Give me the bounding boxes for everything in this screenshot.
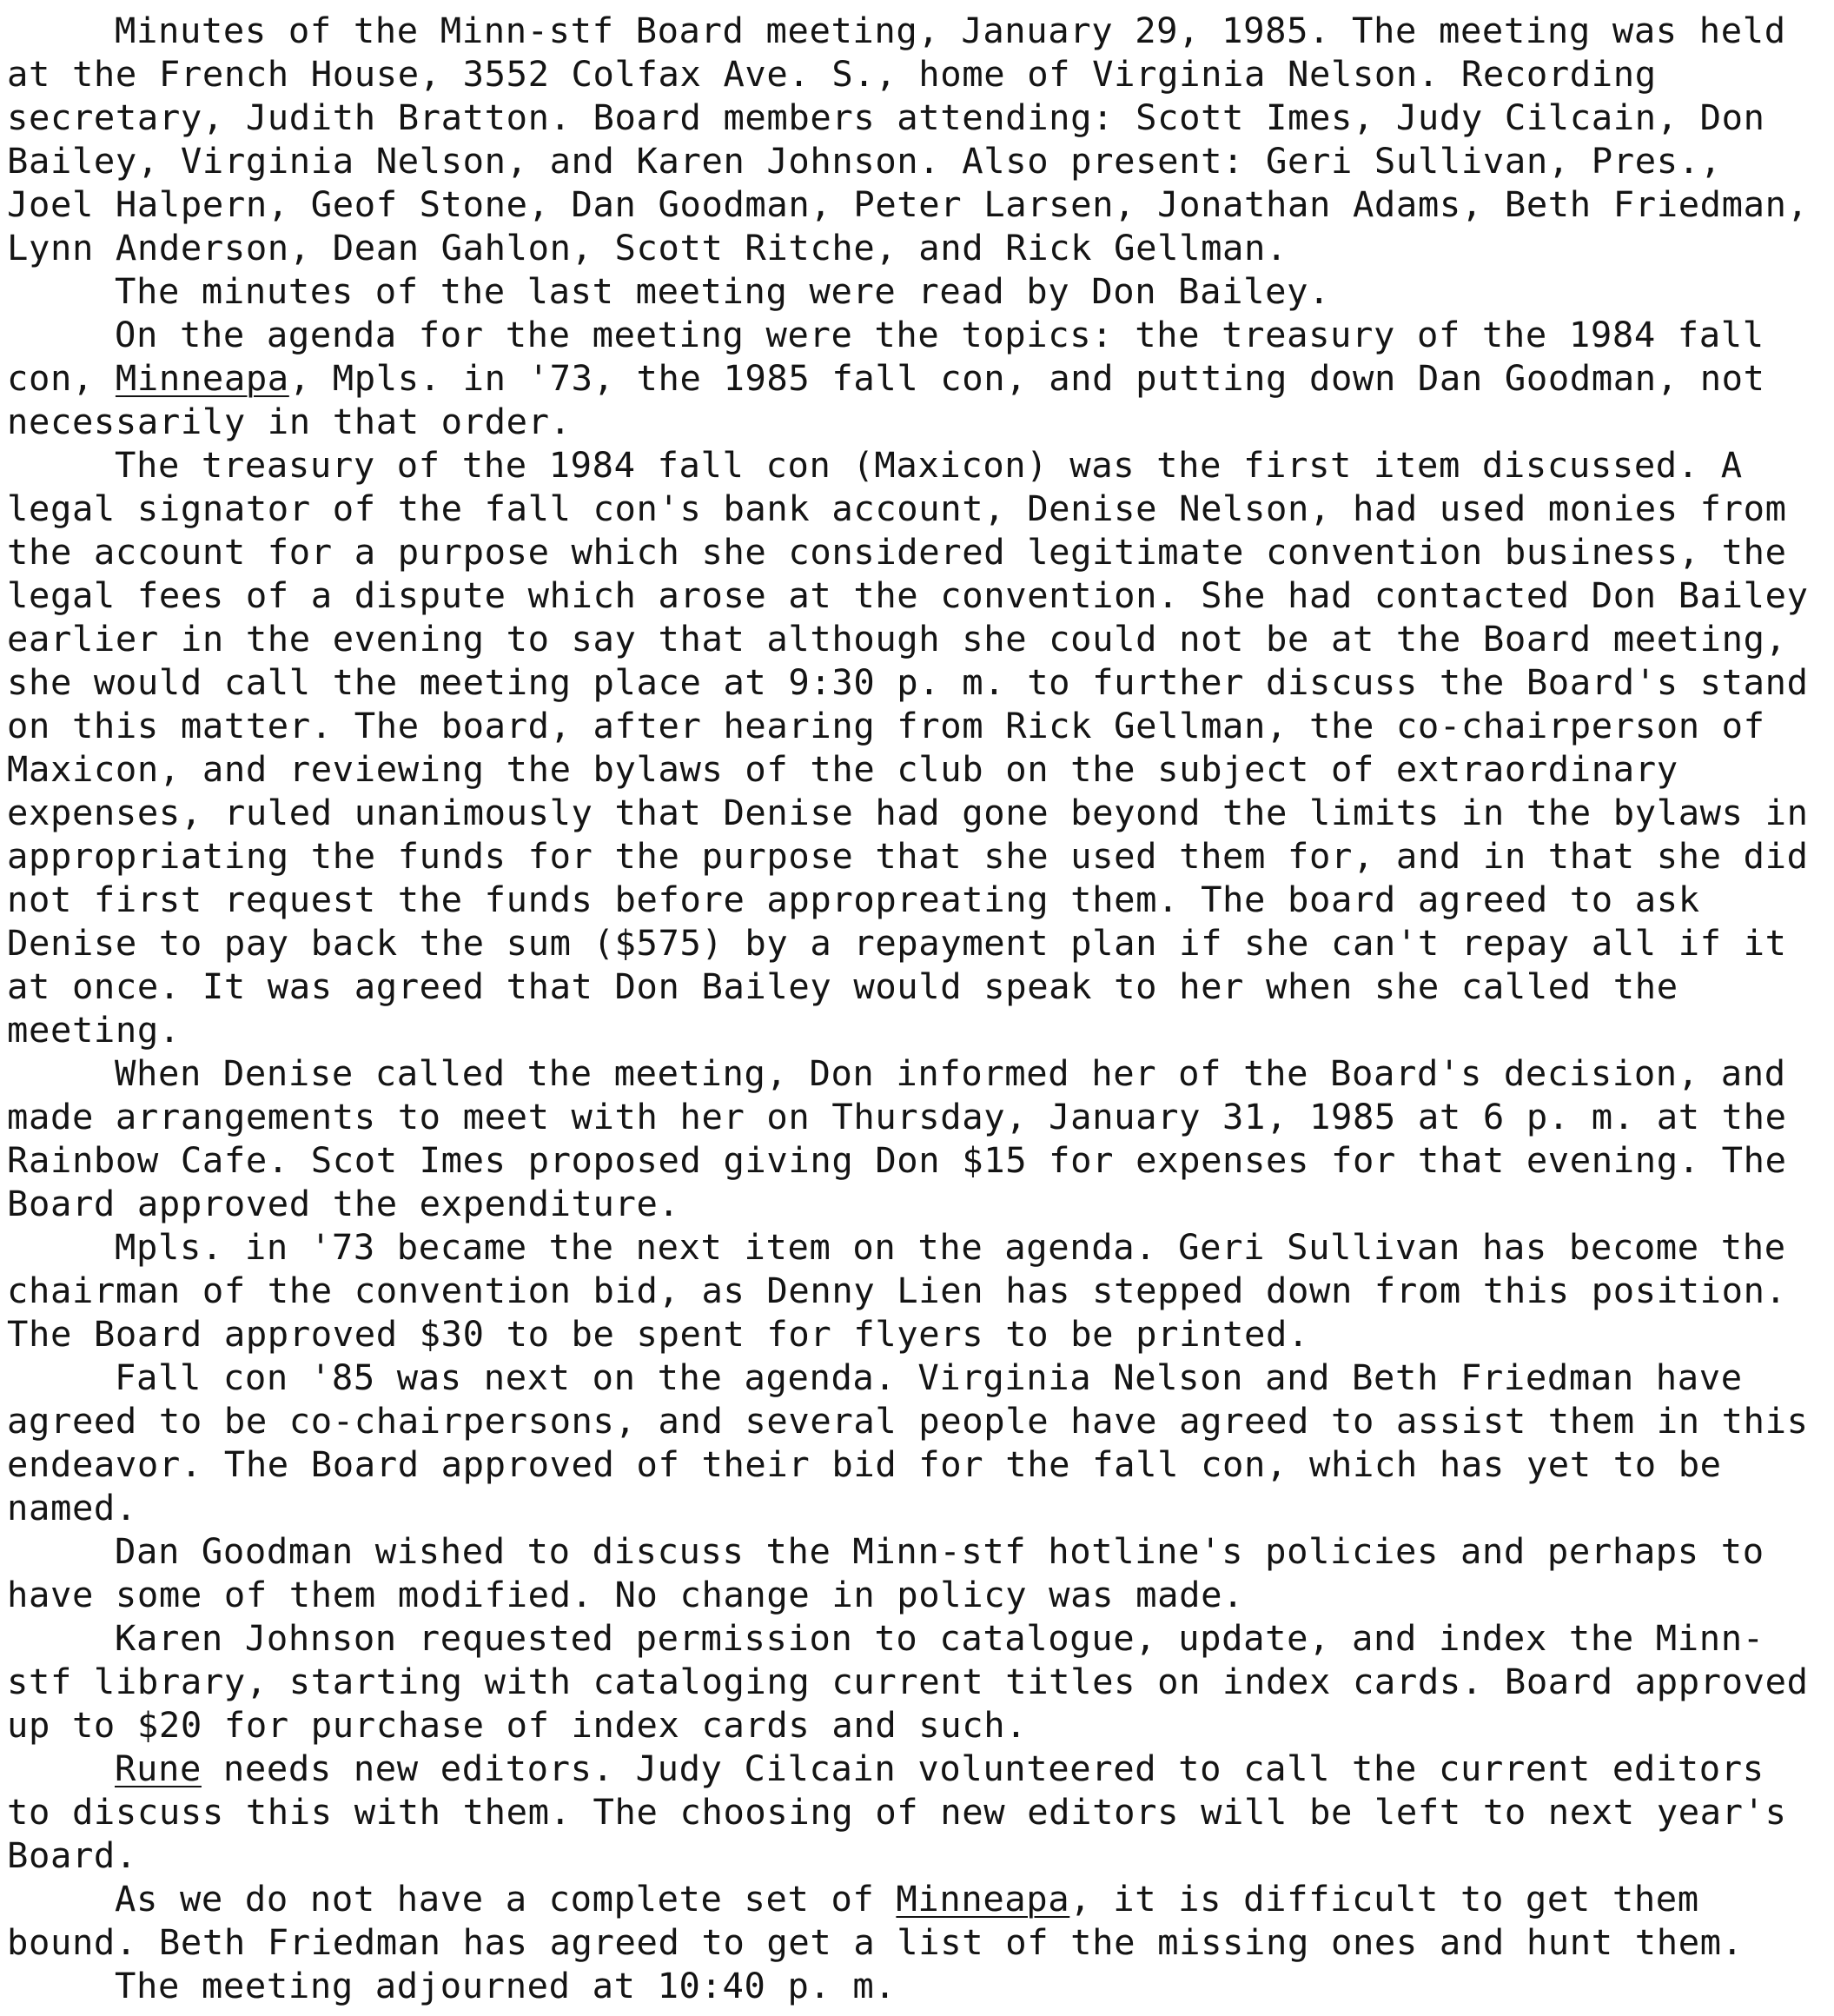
underlined-title: Minneapa [115, 357, 289, 399]
text-segment: needs new editors. Judy Cilcain volunteered to call the current editors to discuss this with them. The choosing of new editors will be left to next year's Board. [7, 1747, 1787, 1876]
text-segment: , Mpls. in '73, the 1985 fall con, and putting down Dan Goodman, not necessarily in that order. [7, 357, 1765, 442]
paragraph-header [7, 9, 1828, 269]
text-segment: The minutes of the last meeting were read by Don Bailey. [115, 270, 1331, 312]
text-segment: Dan Goodman wished to discuss the Minn-stf hotline's policies and perhaps to have some of them modified. No change in policy was made. [7, 1530, 1764, 1615]
minutes-document [7, 9, 1828, 2007]
text-segment: Fall con '85 was next on the agenda. Virginia Nelson and Beth Friedman have agreed to be co-chairpersons, and several people have agreed to assist them in this endeavor. The Board approved of their bid for the fall con, which has yet to be named. [7, 1356, 1809, 1529]
paragraph-fall-con-85 [7, 1356, 1828, 1529]
underlined-title: Minneapa [896, 1878, 1070, 1920]
paragraph-treasury [7, 443, 1828, 1051]
text-segment: On the agenda for the meeting were the topics: the treasury of the 1984 fall con, [7, 314, 1764, 399]
paragraph-rune [7, 1747, 1828, 1877]
paragraph-minutes-read [7, 269, 1828, 313]
underlined-title: Rune [115, 1747, 202, 1789]
paragraph-minneapa-set [7, 1877, 1828, 1964]
text-segment: Karen Johnson requested permission to catalogue, update, and index the Minn-stf library, starting with cataloging current titles on index cards. Board approved up to $20 for purchase of index cards and such. [7, 1617, 1809, 1746]
text-segment: When Denise called the meeting, Don informed her of the Board's decision, and made arrangements to meet with her on Thursday, January 31, 1985 at 6 p. m. at the Rainbow Cafe. Scot Imes proposed giving Don $15 for expenses for that evening. The Board approved the expenditure. [7, 1052, 1787, 1224]
paragraph-hotline [7, 1529, 1828, 1616]
text-segment: As we do not have a complete set of [115, 1878, 897, 1920]
paragraph-adjourned [7, 1964, 1828, 2007]
text-segment: Minutes of the Minn-stf Board meeting, January 29, 1985. The meeting was held at the French House, 3552 Colfax Ave. S., home of Virginia Nelson. Recording secretary, Judith Bratton. Board members attending: Scott Imes, Judy Cilcain, Don Bailey, Virginia Nelson, and Karen Johnson. Also present: Geri Sullivan, Pres., Joel Halpern, Geof Stone, Dan Goodman, Peter Larsen, Jonathan Adams, Beth Friedman, Lynn Anderson, Dean Gahlon, Scott Ritche, and Rick Gellman. [7, 10, 1809, 269]
text-segment: , it is difficult to get them bound. Beth Friedman has agreed to get a list of the missing ones and hunt them. [7, 1878, 1744, 1963]
paragraph-library [7, 1616, 1828, 1747]
text-segment: The treasury of the 1984 fall con (Maxicon) was the first item discussed. A legal signator of the fall con's bank account, Denise Nelson, had used monies from the account for a purpose which she considered legitimate convention business, the legal fees of a dispute which arose at the convention. She had contacted Don Bailey earlier in the evening to say that although she could not be at the Board meeting, she would call the meeting place at 9:30 p. m. to further discuss the Board's stand on this matter. The board, after hearing from Rick Gellman, the co-chairperson of Maxicon, and reviewing the bylaws of the club on the subject of extraordinary expenses, ruled unanimously that Denise had gone beyond the limits in the bylaws in appropriating the funds for the purpose that she used them for, and in that she did not first request the funds before appropreating them. The board agreed to ask Denise to pay back the sum ($575) by a repayment plan if she can't repay all if it at once. It was agreed that Don Bailey would speak to her when she called the meeting. [7, 444, 1809, 1051]
text-segment: Mpls. in '73 became the next item on the agenda. Geri Sullivan has become the chairman of the convention bid, as Denny Lien has stepped down from this position. The Board approved $30 to be spent for flyers to be printed. [7, 1226, 1787, 1355]
paragraph-agenda [7, 313, 1828, 443]
text-segment: The meeting adjourned at 10:40 p. m. [115, 1965, 897, 2006]
paragraph-mpls-73 [7, 1225, 1828, 1356]
paragraph-denise-called [7, 1051, 1828, 1225]
